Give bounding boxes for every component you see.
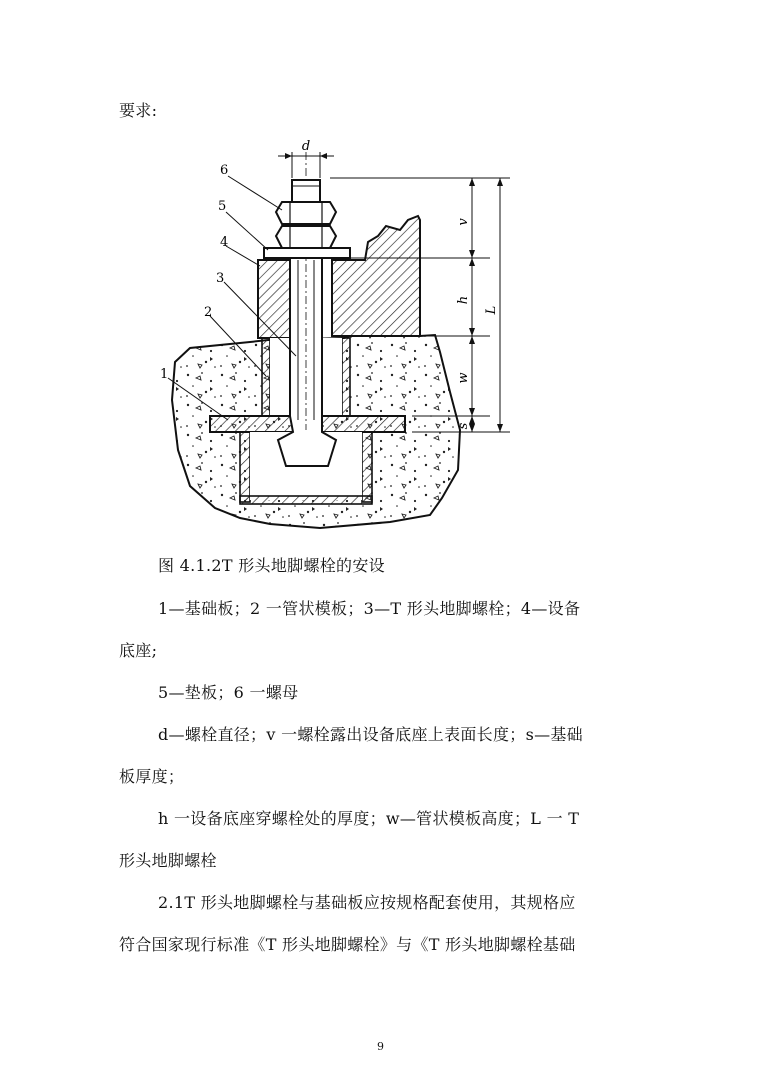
label-w: w bbox=[456, 372, 471, 384]
label-3: 3 bbox=[216, 271, 225, 286]
label-d: d bbox=[301, 139, 311, 154]
cavity-bottom bbox=[240, 496, 372, 504]
legend-line: 5—垫板；6 一螺母 bbox=[158, 683, 299, 702]
label-6: 6 bbox=[220, 163, 229, 178]
sleeve-wall-left bbox=[262, 338, 270, 416]
equipment-base-left bbox=[258, 260, 290, 338]
legend-line: 板厚度； bbox=[119, 767, 185, 786]
label-L: L bbox=[484, 305, 499, 315]
equipment-base-right bbox=[332, 216, 420, 336]
base-plate-left bbox=[210, 416, 293, 432]
anchor-bolt-diagram bbox=[150, 130, 550, 545]
sleeve-wall-right bbox=[342, 338, 350, 416]
label-4: 4 bbox=[220, 235, 229, 250]
bolt-end bbox=[292, 180, 320, 202]
figure-caption: 图 4.1.2T 形头地脚螺栓的安设 bbox=[158, 556, 385, 575]
label-5: 5 bbox=[218, 199, 227, 214]
washer bbox=[264, 248, 350, 258]
label-h: h bbox=[456, 295, 471, 305]
section-heading: 要求: bbox=[119, 101, 158, 120]
label-v: v bbox=[456, 218, 471, 226]
base-plate-right bbox=[322, 416, 405, 432]
label-2: 2 bbox=[204, 305, 213, 320]
body-paragraph-line: 2.1T 形头地脚螺栓与基础板应按规格配套使用，其规格应 bbox=[158, 893, 576, 912]
legend-line: d—螺栓直径；v 一螺栓露出设备底座上表面长度；s—基础 bbox=[158, 725, 583, 744]
anchor-bolt-figure bbox=[150, 130, 550, 545]
body-paragraph-line: 符合国家现行标准《T 形头地脚螺栓》与《T 形头地脚螺栓基础 bbox=[119, 935, 576, 954]
nut-lower bbox=[276, 226, 336, 248]
label-1: 1 bbox=[160, 367, 169, 382]
cavity-wall-left bbox=[240, 432, 250, 502]
page-number: 9 bbox=[377, 1040, 384, 1053]
cavity-wall-right bbox=[362, 432, 372, 502]
legend-line: 1—基础板；2 一管状模板；3—T 形头地脚螺栓；4—设备 bbox=[158, 599, 581, 618]
label-s: s bbox=[456, 422, 471, 430]
legend-line: h 一设备底座穿螺栓处的厚度；w—管状模板高度；L 一 T bbox=[158, 809, 580, 828]
nut-upper bbox=[276, 202, 336, 224]
legend-line: 底座; bbox=[119, 641, 158, 660]
legend-line: 形头地脚螺栓 bbox=[119, 851, 217, 870]
